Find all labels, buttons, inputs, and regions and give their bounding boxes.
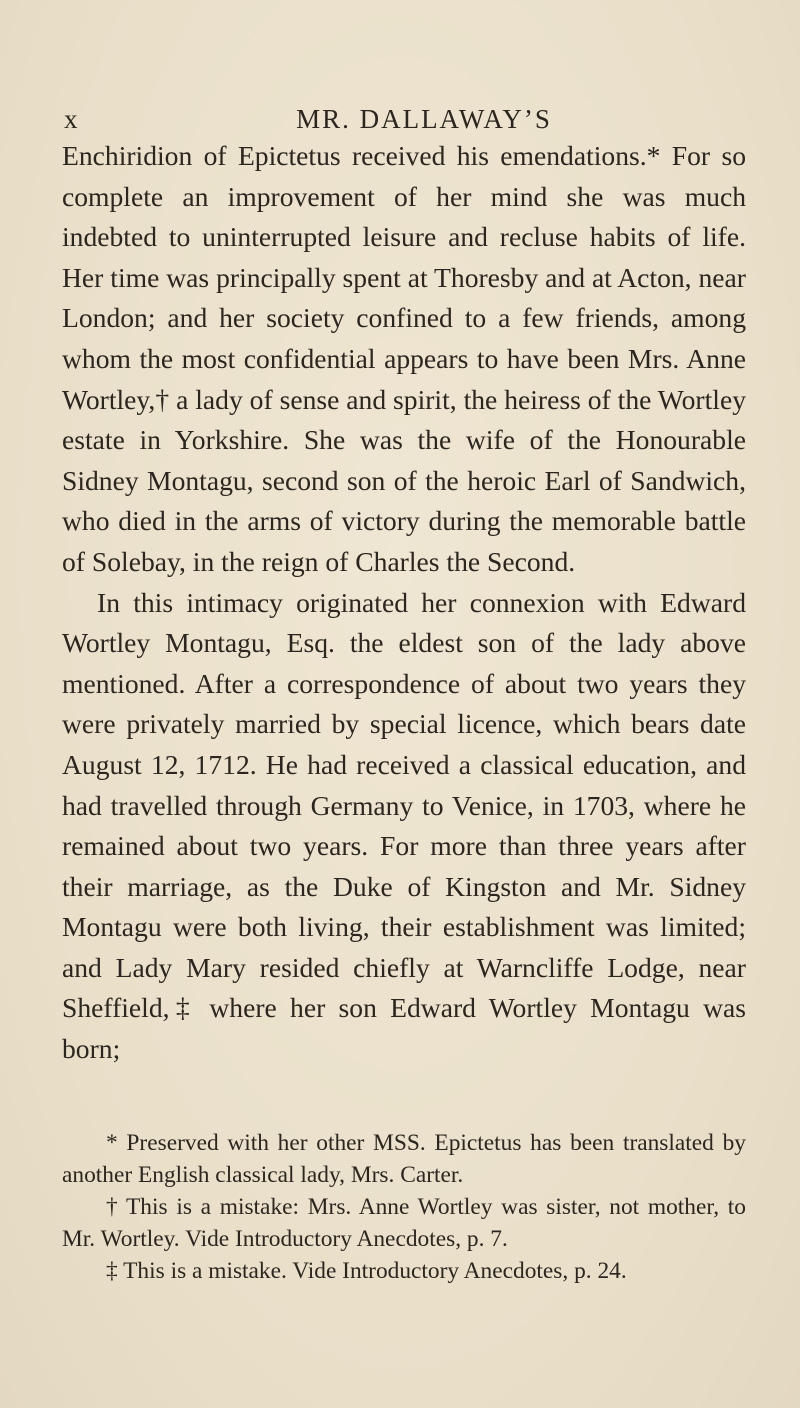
body-text — [62, 136, 746, 1070]
page-number: x — [64, 104, 80, 134]
footnote-text: This is a mistake: Mrs. Anne Wortley was sister, not mother, to Mr. Wortley. Vide Introductory Anecdotes, p. 7. — [62, 1194, 746, 1252]
footnote-mark: † — [106, 1194, 118, 1220]
footnote-text: Preserved with her other MSS. Epictetus has been translated by another English classical lady, Mrs. Carter. — [62, 1130, 746, 1188]
running-head — [62, 98, 746, 138]
running-title: MR. DALLAWAY’S — [296, 104, 552, 134]
footnote — [62, 1127, 746, 1191]
footnote — [62, 1255, 746, 1287]
paragraph-2: In this intimacy originated her connexion with Edward Wortley Montagu, Esq. the eldest son of the lady above mentioned. After a correspondence of about two years they were privately married by special licence, which bears date August 12, 1712. He had received a classical education, and had travelled through Germany to Venice, in 1703, where he remained about two years. For more than three years after their marriage, as the Duke of Kingston and Mr. Sidney Montagu were both living, their establishment was limited; and Lady Mary resided chiefly at Warncliffe Lodge, near Sheffield,‡ where her son Edward Wortley Montagu was born; — [62, 586, 746, 1065]
footnote-text: This is a mistake. Vide Introductory Anecdotes, p. 24. — [123, 1258, 627, 1284]
footnote-mark: ‡ — [106, 1258, 118, 1284]
footnotes — [62, 1127, 746, 1287]
footnote-mark: * — [106, 1130, 118, 1156]
footnote — [62, 1191, 746, 1255]
paragraph-1: Enchiridion of Epictetus received his emendations.* For so complete an improvement of her mind she was much indebted to uninterrupted leisure and recluse habits of life. Her time was principally spent at Thoresby and at Acton, near London; and her society confined to a few friends, among whom the most confidential appears to have been Mrs. Anne Wortley,† a lady of sense and spirit, the heiress of the Wortley estate in Yorkshire. She was the wife of the Honourable Sidney Montagu, second son of the heroic Earl of Sandwich, who died in the arms of victory during the memorable battle of Solebay, in the reign of Charles the Second. — [62, 140, 746, 577]
